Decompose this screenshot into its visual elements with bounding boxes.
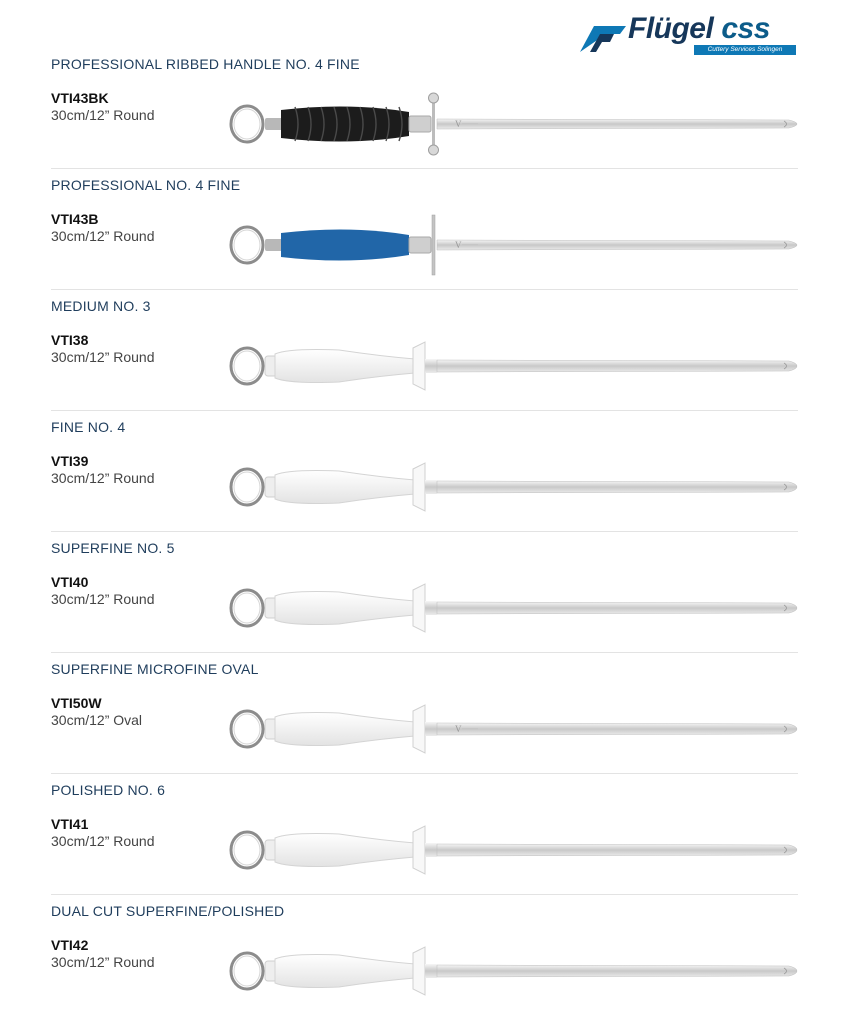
product-size: 30cm/12” Round bbox=[51, 107, 155, 123]
steel-illustration bbox=[229, 455, 798, 519]
product-code: VTI38 bbox=[51, 332, 89, 348]
steel-illustration bbox=[229, 92, 798, 156]
logo-tagline: Cuttery Services Solingen bbox=[694, 45, 796, 55]
steel-illustration bbox=[229, 334, 798, 398]
steel-illustration bbox=[229, 818, 798, 882]
product-category: SUPERFINE MICROFINE OVAL bbox=[51, 661, 259, 677]
steel-illustration bbox=[229, 576, 798, 640]
sharpening-steel-image bbox=[229, 455, 798, 519]
product-row bbox=[51, 411, 798, 532]
product-list bbox=[51, 48, 798, 995]
sharpening-steel-image bbox=[229, 92, 798, 156]
product-code: VTI50W bbox=[51, 695, 102, 711]
logo-wordmark: Flügel css bbox=[628, 12, 770, 45]
product-code: VTI39 bbox=[51, 453, 89, 469]
steel-illustration bbox=[229, 939, 798, 1003]
product-category: PROFESSIONAL NO. 4 FINE bbox=[51, 177, 241, 193]
product-code: VTI43B bbox=[51, 211, 99, 227]
steel-illustration bbox=[229, 213, 798, 277]
sharpening-steel-image bbox=[229, 818, 798, 882]
product-row bbox=[51, 169, 798, 290]
sharpening-steel-image bbox=[229, 213, 798, 277]
product-row bbox=[51, 290, 798, 411]
product-size: 30cm/12” Oval bbox=[51, 712, 143, 728]
product-row bbox=[51, 532, 798, 653]
sharpening-steel-image bbox=[229, 576, 798, 640]
svg-text:V: V bbox=[455, 119, 462, 129]
product-row bbox=[51, 48, 798, 169]
product-size: 30cm/12” Round bbox=[51, 954, 155, 970]
svg-text:V: V bbox=[455, 724, 462, 734]
product-category: MEDIUM NO. 3 bbox=[51, 298, 151, 314]
sharpening-steel-image bbox=[229, 939, 798, 1003]
product-category: FINE NO. 4 bbox=[51, 419, 126, 435]
sharpening-steel-image bbox=[229, 697, 798, 761]
product-code: VTI40 bbox=[51, 574, 89, 590]
product-size: 30cm/12” Round bbox=[51, 228, 155, 244]
product-size: 30cm/12” Round bbox=[51, 591, 155, 607]
product-category: POLISHED NO. 6 bbox=[51, 782, 166, 798]
steel-illustration bbox=[229, 697, 798, 761]
product-row bbox=[51, 774, 798, 895]
product-code: VTI41 bbox=[51, 816, 89, 832]
product-row bbox=[51, 653, 798, 774]
sharpening-steel-image bbox=[229, 334, 798, 398]
product-row bbox=[51, 895, 798, 995]
product-code: VTI42 bbox=[51, 937, 89, 953]
product-category: SUPERFINE NO. 5 bbox=[51, 540, 175, 556]
product-size: 30cm/12” Round bbox=[51, 349, 155, 365]
product-category: DUAL CUT SUPERFINE/POLISHED bbox=[51, 903, 285, 919]
svg-text:V: V bbox=[455, 240, 462, 250]
product-code: VTI43BK bbox=[51, 90, 109, 106]
product-category: PROFESSIONAL RIBBED HANDLE NO. 4 FINE bbox=[51, 56, 360, 72]
product-size: 30cm/12” Round bbox=[51, 833, 155, 849]
product-size: 30cm/12” Round bbox=[51, 470, 155, 486]
